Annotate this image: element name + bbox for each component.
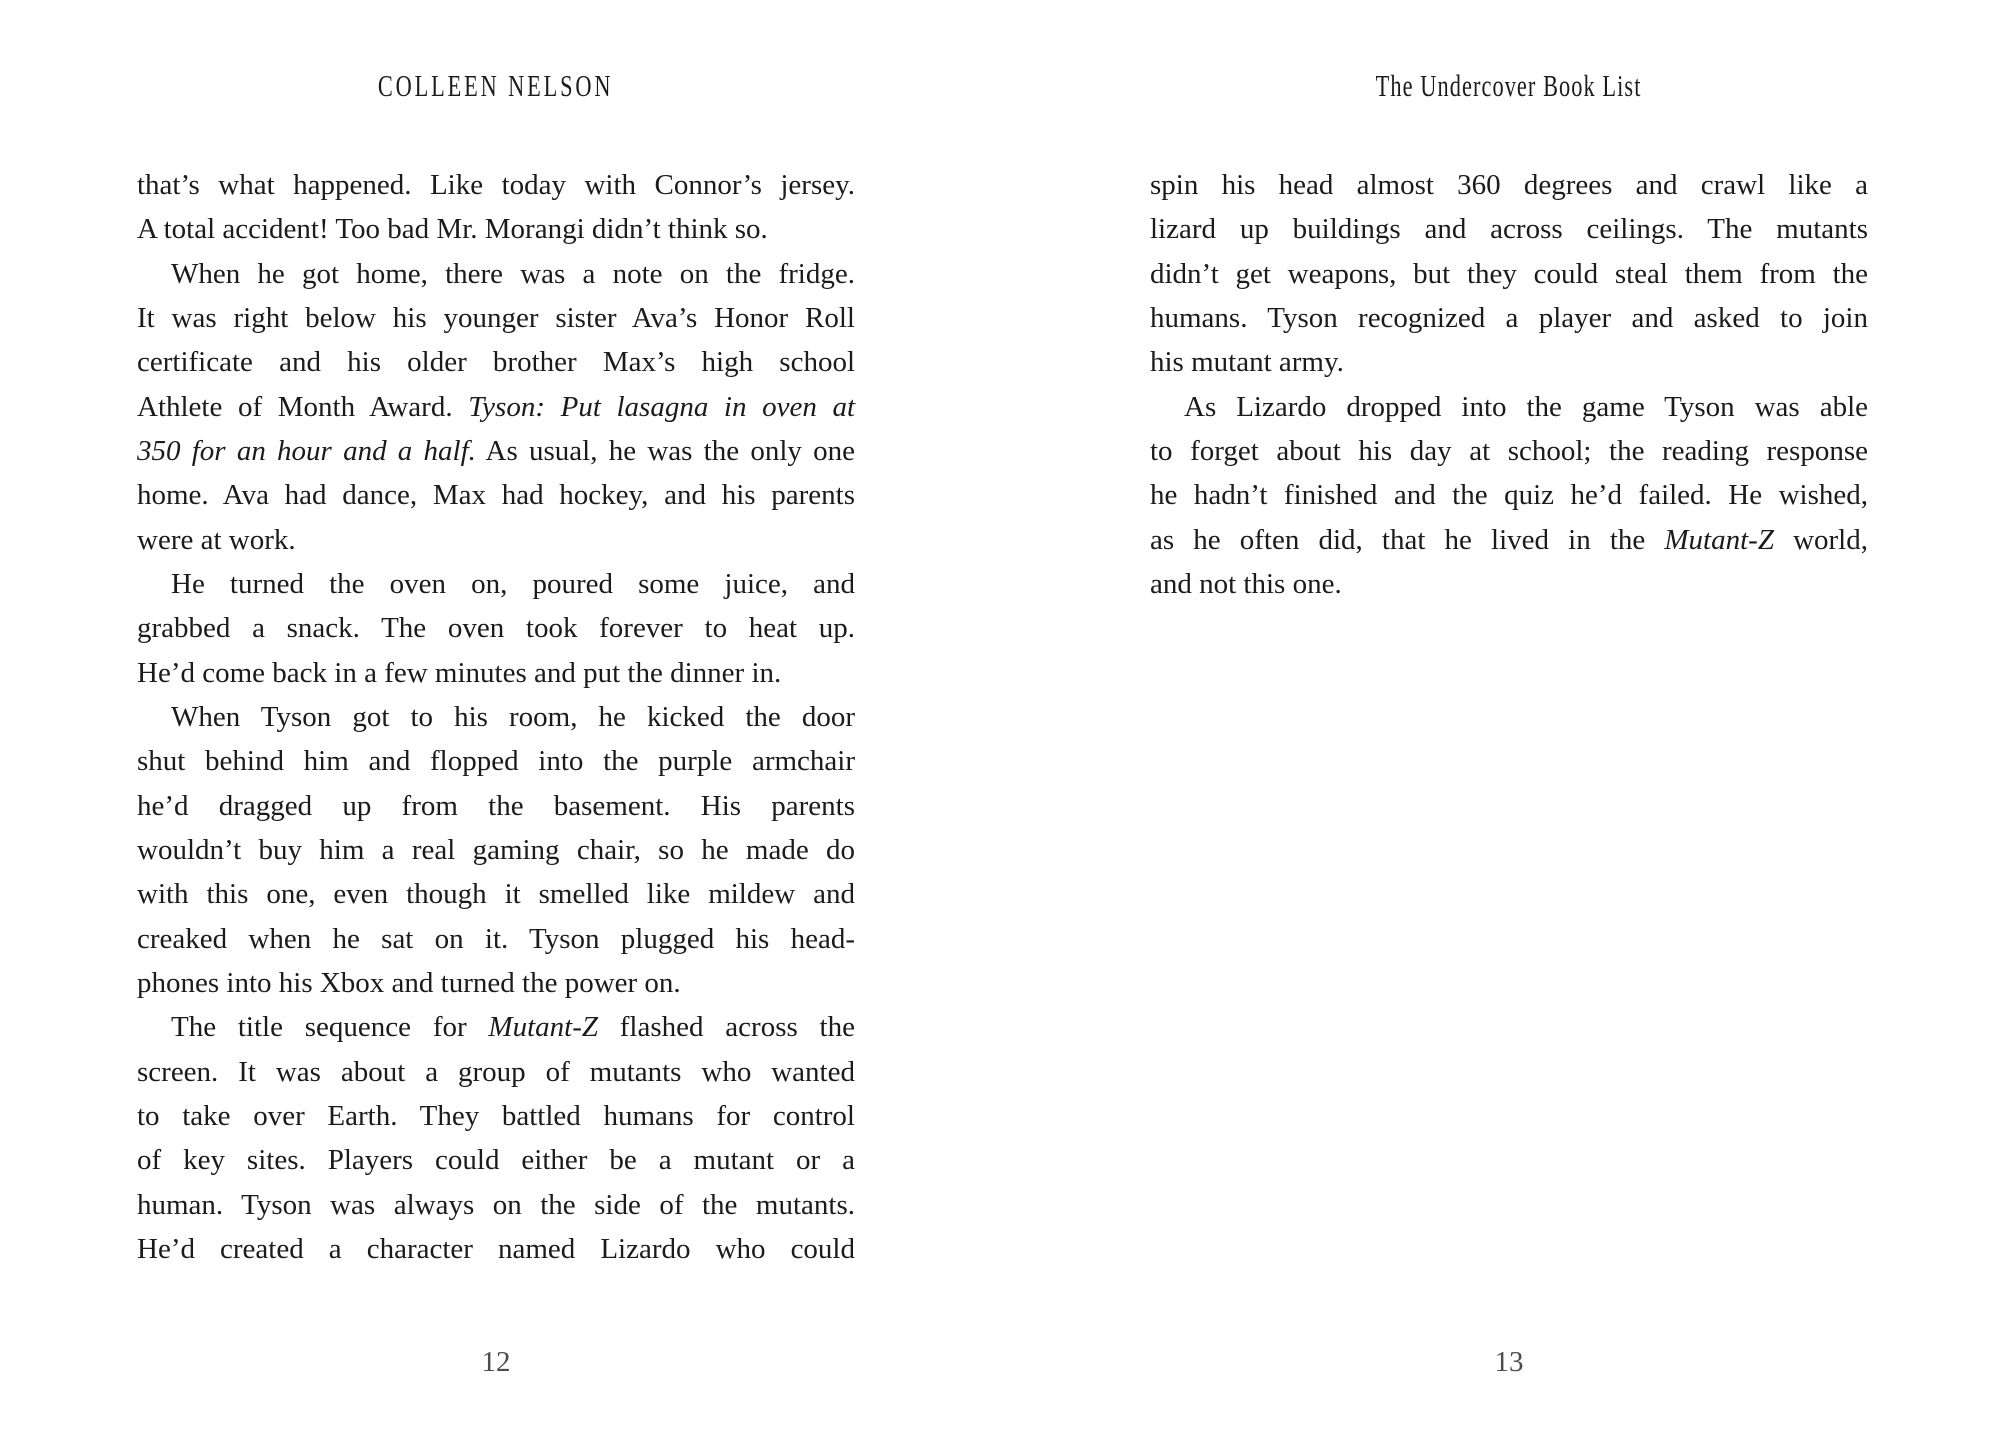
page-left [137, 0, 855, 1455]
text-line-content [137, 524, 296, 556]
text-run: He’d created a character named Lizardo who could [137, 1232, 855, 1265]
text-line-content [137, 657, 781, 689]
text-line [137, 651, 855, 695]
text-run: screen. It was about a group of mutants who wanted [137, 1055, 855, 1088]
text-line [137, 917, 855, 961]
text-line [137, 695, 855, 739]
text-line-content [137, 745, 855, 777]
text-line-content [1150, 213, 1868, 245]
text-run: A total accident! Too bad Mr. Morangi didn’t think so. [137, 213, 768, 246]
text-run: humans. Tyson recognized a player and asked to join [1150, 301, 1868, 334]
text-line-content [1150, 169, 1868, 201]
text-line [137, 163, 855, 207]
text-run: to take over Earth. They battled humans for control [137, 1099, 855, 1132]
text-line-content [137, 1056, 855, 1088]
text-run: home. Ava had dance, Max had hockey, and his parents [137, 479, 855, 512]
text-line [1150, 296, 1868, 340]
text-line [1150, 429, 1868, 473]
text-run: he hadn’t finished and the quiz he’d failed. He wished, [1150, 479, 1868, 512]
text-line-content [137, 213, 768, 245]
text-line [137, 340, 855, 384]
text-line-content [137, 612, 855, 644]
text-run: with this one, even though it smelled like mildew and [137, 878, 855, 911]
text-line [1150, 207, 1868, 251]
text-line [1150, 340, 1868, 384]
text-run: were at work. [137, 523, 296, 556]
text-line-content [1150, 258, 1868, 290]
running-header-text: The Undercover Book List [1376, 68, 1642, 103]
text-line [137, 1138, 855, 1182]
text-line-content [137, 391, 855, 423]
text-line [137, 473, 855, 517]
text-line [137, 429, 855, 473]
text-line-content [137, 1100, 855, 1132]
text-run: as he often did, that he lived in the [1150, 523, 1665, 556]
text-line [137, 562, 855, 606]
text-run: world, [1773, 523, 1868, 556]
text-line-content [137, 1233, 855, 1265]
text-line [137, 1227, 855, 1271]
text-run-italic: Mutant-Z [1664, 523, 1774, 556]
running-header-text: COLLEEN NELSON [378, 68, 614, 103]
text-line-content [1150, 391, 1868, 423]
text-line [137, 606, 855, 650]
text-run: flashed across the [597, 1011, 855, 1044]
text-line-content [137, 1189, 855, 1221]
text-run: certificate and his older brother Max’s high school [137, 346, 855, 379]
text-run: that’s what happened. Like today with Connor’s jersey. [137, 169, 855, 201]
text-line-content [137, 435, 855, 467]
text-line [137, 1094, 855, 1138]
text-run-italic: Mutant-Z [488, 1011, 598, 1044]
text-line-content [1150, 479, 1868, 511]
text-line [1150, 385, 1868, 429]
text-line-content [1150, 435, 1868, 467]
text-run: creaked when he sat on it. Tyson plugged his head- [137, 922, 855, 955]
text-line [137, 828, 855, 872]
text-line [137, 739, 855, 783]
text-line-content [137, 701, 855, 733]
text-line [137, 518, 855, 562]
text-run: He turned the oven on, poured some juice, and [171, 567, 855, 600]
text-run: When he got home, there was a note on the fridge. [171, 257, 855, 290]
text-line-content [1150, 524, 1868, 556]
text-line [137, 1183, 855, 1227]
text-line-content [1150, 302, 1868, 334]
text-run: wouldn’t buy him a real gaming chair, so he made do [137, 833, 855, 866]
text-line [137, 872, 855, 916]
text-line-content [1150, 568, 1342, 600]
text-line-content [137, 1144, 855, 1176]
text-line-content [137, 834, 855, 866]
text-run: human. Tyson was always on the side of the mutants. [137, 1188, 855, 1221]
text-line-content [137, 346, 855, 378]
text-run: The title sequence for [171, 1011, 489, 1044]
page-number: 12 [481, 1346, 511, 1378]
text-run: to forget about his day at school; the reading response [1150, 434, 1868, 467]
text-run: As Lizardo dropped into the game Tyson was able [1184, 390, 1868, 423]
text-line [137, 784, 855, 828]
text-line [137, 385, 855, 429]
text-line [1150, 163, 1868, 207]
text-run: his mutant army. [1150, 346, 1344, 379]
text-line-content [137, 479, 855, 511]
text-run-italic: Tyson: Put lasagna in oven at [468, 390, 856, 423]
page-right [1150, 0, 1868, 1455]
running-header-book-title [1150, 68, 1868, 104]
text-run: lizard up buildings and across ceilings. The mutants [1150, 213, 1868, 246]
text-line-content [137, 923, 855, 955]
text-run: phones into his Xbox and turned the power on. [137, 966, 681, 999]
text-run: of key sites. Players could either be a mutant or a [137, 1144, 855, 1177]
text-line-content [137, 258, 855, 290]
text-line [137, 296, 855, 340]
text-line [137, 1005, 855, 1049]
text-line-content [1150, 346, 1344, 378]
text-run: didn’t get weapons, but they could steal them from the [1150, 257, 1868, 290]
page-number: 13 [1494, 1346, 1524, 1378]
page-text-body [1150, 163, 1868, 606]
text-line-content [137, 790, 855, 822]
text-line-content [137, 878, 855, 910]
text-run-italic: 350 for an hour and a half. [137, 434, 476, 467]
text-line [1150, 473, 1868, 517]
text-line-content [137, 967, 681, 999]
text-line [137, 961, 855, 1005]
text-line [1150, 518, 1868, 562]
text-run: grabbed a snack. The oven took forever to heat up. [137, 612, 855, 645]
text-run: Athlete of Month Award. [137, 390, 469, 423]
text-run: It was right below his younger sister Ava’s Honor Roll [137, 301, 855, 334]
text-line [137, 207, 855, 251]
page-text-body [137, 163, 855, 1271]
text-run: spin his head almost 360 degrees and crawl like a [1150, 169, 1868, 201]
running-header-author [137, 68, 855, 104]
text-line-content [137, 568, 855, 600]
text-run: and not this one. [1150, 567, 1342, 600]
text-line [1150, 252, 1868, 296]
text-run: When Tyson got to his room, he kicked the door [171, 700, 855, 733]
text-line [137, 252, 855, 296]
text-line [1150, 562, 1868, 606]
text-run: He’d come back in a few minutes and put the dinner in. [137, 656, 782, 689]
text-line-content [137, 302, 855, 334]
text-line [137, 1050, 855, 1094]
text-line-content [137, 169, 855, 201]
text-line-content [137, 1011, 855, 1043]
text-run: shut behind him and flopped into the purple armchair [137, 745, 855, 778]
text-run: As usual, he was the only one [475, 434, 856, 467]
text-run: he’d dragged up from the basement. His parents [137, 789, 855, 822]
